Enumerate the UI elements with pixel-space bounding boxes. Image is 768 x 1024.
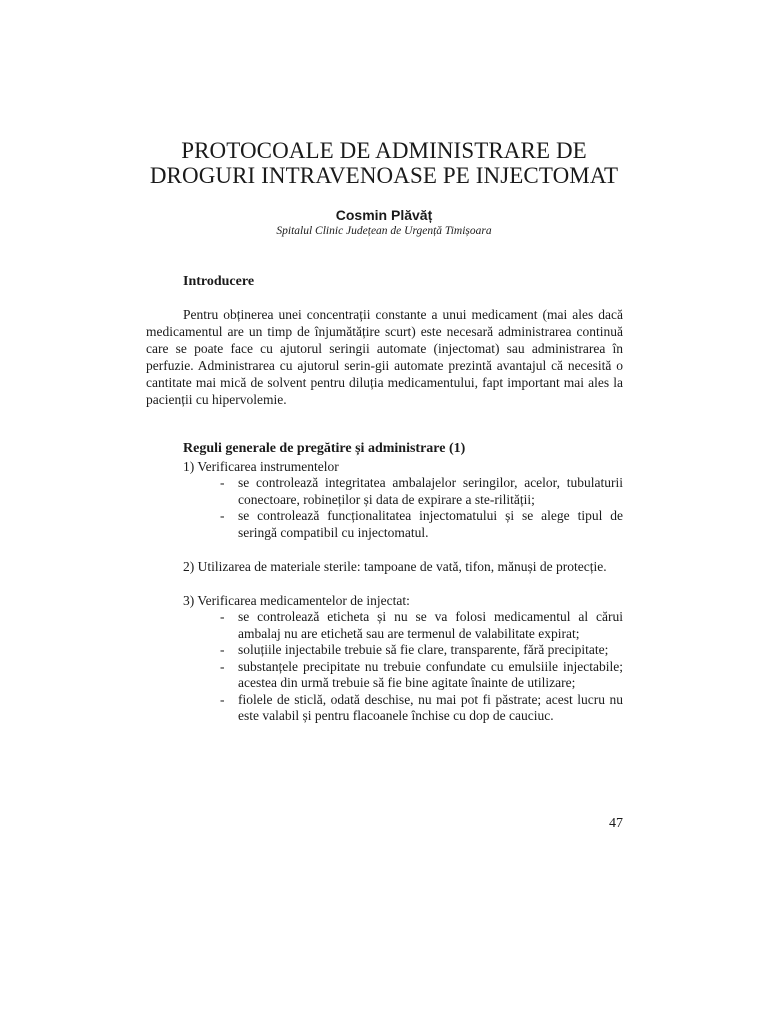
title-line-1: PROTOCOALE DE ADMINISTRARE DE	[181, 138, 587, 163]
list-item-text: se controlează funcționalitatea injectomatului și se alege tipul de seringă compatibil cu injectomatul.	[238, 508, 623, 540]
list-item	[220, 642, 623, 659]
section-1-list	[220, 475, 623, 541]
author-name: Cosmin Plăvăț	[335, 207, 433, 223]
bullet-dash: -	[220, 609, 225, 624]
section-2-title: 2) Utilizarea de materiale sterile: tampoane de vată, tifon, mănuși de protecție.	[183, 559, 607, 574]
bullet-dash: -	[220, 691, 225, 707]
bullet-dash: -	[220, 475, 225, 490]
list-item	[220, 659, 623, 692]
list-item-text: soluțiile injectabile trebuie să fie clare, transparente, fără precipitate;	[238, 642, 609, 657]
section-3-list	[220, 609, 623, 725]
bullet-dash: -	[220, 658, 225, 674]
bullet-dash: -	[220, 508, 225, 523]
list-item	[220, 475, 623, 508]
rules-heading: Reguli generale de pregătire și administrare (1)	[183, 441, 466, 456]
document-title	[100, 138, 668, 188]
page-number: 47	[609, 816, 623, 831]
list-item-text: fiolele de sticlă, odată deschise, nu mai pot fi păstrate; acest lucru nu este valabil și pentru flacoanele închise cu dop de cauciuc.	[238, 691, 623, 723]
list-item	[220, 508, 623, 541]
list-item-text: se controlează eticheta și nu se va folosi medicamentul al cărui ambalaj nu are etichetă sau are termenul de valabilitate expirat;	[238, 609, 623, 641]
introduction-paragraph: Pentru obținerea unei concentrații constante a unui medicament (mai ales dacă medicamentul are un timp de înjumătățire scurt) este necesară administrarea continuă care se poate face cu ajutorul seringii automate (injectomat) sau administrarea în perfuzie. Administrarea cu ajutorul serin-gii automate prezintă avantajul că necesită o cantitate mai mică de solvent pentru diluția medicamentului, fapt important mai ales la pacienții cu hipervolemie.	[146, 307, 623, 407]
introduction-heading: Introducere	[183, 274, 255, 289]
list-item-text: se controlează integritatea ambalajelor seringilor, acelor, tubulaturii conectoare, robineților și data de expirare a ste-rilității;	[238, 475, 623, 507]
section-3-title: 3) Verificarea medicamentelor de injectat:	[183, 593, 410, 608]
list-item	[220, 692, 623, 725]
author-affiliation: Spitalul Clinic Județean de Urgență Timișoara	[276, 225, 492, 237]
title-line-2: DROGURI INTRAVENOASE PE INJECTOMAT	[149, 163, 619, 188]
bullet-dash: -	[220, 642, 225, 657]
list-item-text: substanțele precipitate nu trebuie confundate cu emulsiile injectabile; acestea din urmă trebuie să fie bine agitate înainte de utilizare;	[238, 658, 623, 690]
list-item	[220, 609, 623, 642]
section-1-title: 1) Verificarea instrumentelor	[183, 459, 339, 474]
